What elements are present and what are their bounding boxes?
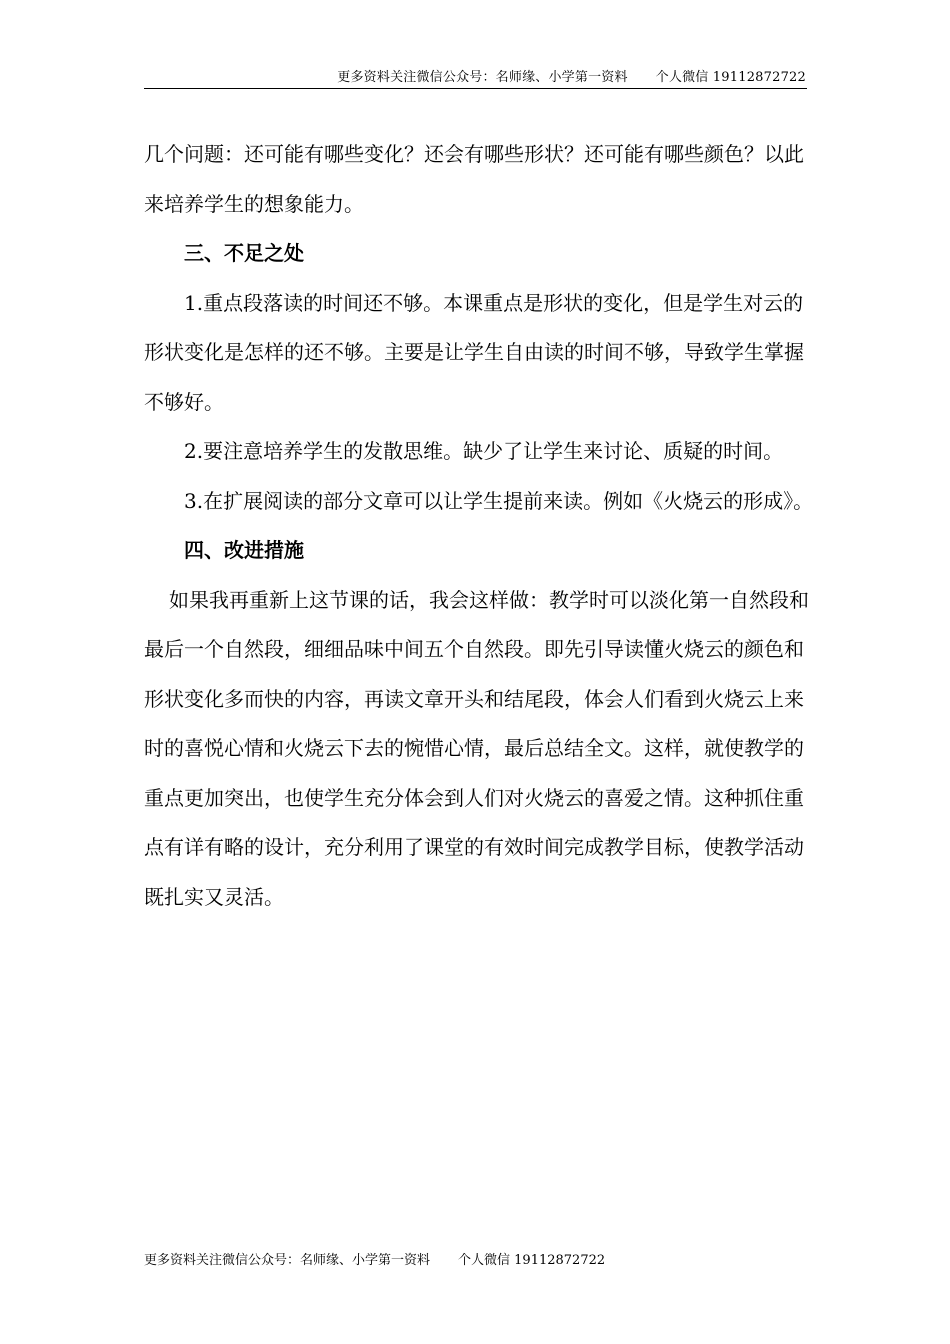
- paragraph-continuation: 几个问题：还可能有哪些变化？还会有哪些形状？还可能有哪些颜色？以此来培养学生的想象能力。: [144, 142, 804, 216]
- paragraph-improvement: 如果我再重新上这节课的话，我会这样做：教学时可以淡化第一自然段和最后一个自然段，细细品味中间五个自然段。即先引导读懂火烧云的颜色和形状变化多而快的内容，再读文章开头和结尾段，体会人们看到火烧云上来时的喜悦心情和火烧云下去的惋惜心情，最后总结全文。这样，就使教学的重点更加突出，也使学生充分体会到人们对火烧云的喜爱之情。这种抓住重点有详有略的设计，充分利用了课堂的有效时间完成教学目标，使教学活动既扎实又灵活。: [144, 587, 809, 909]
- header-divider: [144, 88, 807, 89]
- page-header: [337, 66, 806, 85]
- header-promo-text: 更多资料关注微信公众号：名师缘、小学第一资料: [337, 70, 628, 85]
- paragraph-point-3: 3.在扩展阅读的部分文章可以让学生提前来读。例如《火烧云的形成》。: [184, 488, 814, 513]
- paragraph-point-2: 2.要注意培养学生的发散思维。缺少了让学生来讨论、质疑的时间。: [184, 439, 784, 463]
- page-footer: [144, 1249, 605, 1268]
- footer-promo-text: 更多资料关注微信公众号：名师缘、小学第一资料: [144, 1253, 431, 1268]
- section-heading-improvements: 四、改进措施: [184, 538, 304, 562]
- header-contact-text: 个人微信 19112872722: [655, 70, 806, 85]
- paragraph-point-1: 1.重点段落读的时间还不够。本课重点是形状的变化，但是学生对云的形状变化是怎样的还不够。主要是让学生自由读的时间不够，导致学生掌握不够好。: [144, 290, 804, 414]
- section-heading-shortcomings: 三、不足之处: [184, 241, 304, 265]
- document-body: [144, 130, 814, 922]
- footer-contact-text: 个人微信 19112872722: [458, 1253, 606, 1268]
